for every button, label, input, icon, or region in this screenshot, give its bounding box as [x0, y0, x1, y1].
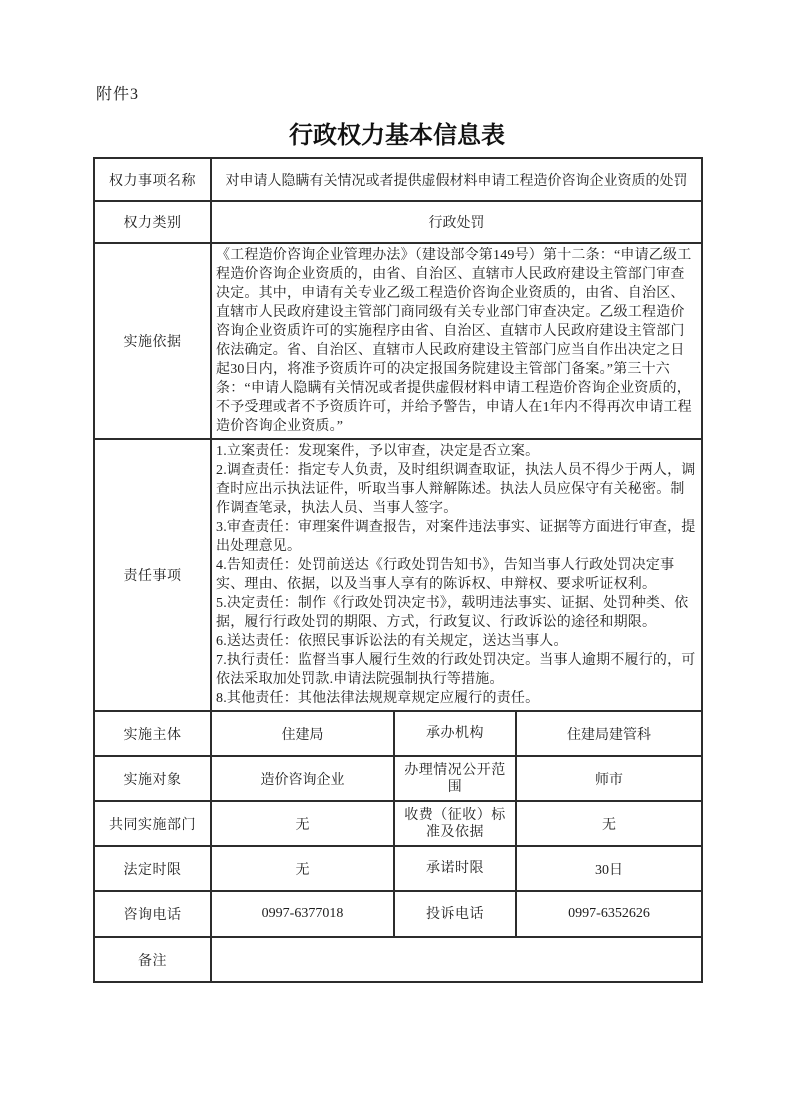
row-subject [94, 711, 702, 756]
note-value [211, 937, 702, 982]
target-value: 造价咨询企业 [211, 756, 394, 801]
item-name-value: 对申请人隐瞒有关情况或者提供虚假材料申请工程造价咨询企业资质的处罚 [211, 158, 702, 201]
row-basis [94, 243, 702, 439]
basis-label: 实施依据 [94, 243, 211, 439]
duty-item-2: 2.调查责任：指定专人负责，及时组织调查取证，执法人员不得少于两人，调查时应出示执法证件，听取当事人辩解陈述。执法人员应保守有关秘密。制作调查笔录，执法人员、当事人签字。 [216, 463, 696, 516]
page-title: 行政权力基本信息表 [289, 122, 505, 149]
category-label: 权力类别 [94, 201, 211, 243]
target-label: 实施对象 [94, 756, 211, 801]
row-category [94, 201, 702, 243]
basis-value: 《工程造价咨询企业管理办法》（建设部令第149号）第十二条：“申请乙级工程造价咨询企业资质的，由省、自治区、直辖市人民政府建设主管部门审查决定。其中，申请有关专业乙级工程造价咨询企业资质的，由省、自治区、直辖市人民政府建设主管部门商同级有关专业部门审查决定。乙级工程造价咨询企业资质许可的实施程序由省、自治区、直辖市人民政府建设主管部门依法确定。省、自治区、直辖市人民政府建设主管部门应当自作出决定之日起30日内，将准予资质许可的决定报国务院建设主管部门备案。”第三十六条：“申请人隐瞒有关情况或者提供虚假材料申请工程造价咨询企业资质的，不予受理或者不予资质许可，并给予警告，申请人在1年内不得再次申请工程造价咨询企业资质。” [211, 243, 702, 439]
duty-item-7: 7.执行责任：监督当事人履行生效的行政处罚决定。当事人逾期不履行的，可依法采取加处罚款.申请法院强制执行等措施。 [216, 653, 696, 687]
subject-label: 实施主体 [94, 711, 211, 756]
duty-item-6: 6.送达责任：依照民事诉讼法的有关规定，送达当事人。 [216, 634, 568, 649]
complaint-phone-label: 投诉电话 [394, 891, 516, 937]
legal-limit-value: 无 [211, 846, 394, 891]
consult-phone-label: 咨询电话 [94, 891, 211, 937]
row-item-name [94, 158, 702, 201]
row-target [94, 756, 702, 801]
duties-label: 责任事项 [94, 439, 211, 711]
row-duties [94, 439, 702, 711]
undertaker-label: 承办机构 [394, 711, 516, 756]
duty-item-4: 4.告知责任：处罚前送达《行政处罚告知书》，告知当事人行政处罚决定事实、理由、依据，以及当事人享有的陈诉权、申辩权、要求听证权利。 [216, 558, 675, 592]
row-note [94, 937, 702, 982]
duty-item-5: 5.决定责任：制作《行政处罚决定书》，载明违法事实、证据、处罚种类、依据，履行行政处罚的期限、方式，行政复议、行政诉讼的途径和期限。 [216, 596, 689, 630]
fee-standard-value: 无 [516, 801, 702, 846]
joint-value: 无 [211, 801, 394, 846]
subject-value: 住建局 [211, 711, 394, 756]
category-value: 行政处罚 [211, 201, 702, 243]
fee-standard-label: 收费（征收）标准及依据 [394, 801, 516, 846]
publicity-scope-value: 师市 [516, 756, 702, 801]
attachment-label: 附件3 [96, 86, 140, 103]
item-name-label: 权力事项名称 [94, 158, 211, 201]
complaint-phone-value: 0997-6352626 [516, 891, 702, 937]
duties-value [211, 439, 702, 711]
undertaker-value: 住建局建管科 [516, 711, 702, 756]
duty-item-1: 1.立案责任：发现案件，予以审查，决定是否立案。 [216, 444, 540, 459]
info-table [93, 157, 703, 983]
row-time-limit [94, 846, 702, 891]
row-joint [94, 801, 702, 846]
duty-item-8: 8.其他责任：其他法律法规规章规定应履行的责任。 [216, 691, 540, 706]
joint-label: 共同实施部门 [94, 801, 211, 846]
consult-phone-value: 0997-6377018 [211, 891, 394, 937]
publicity-scope-label: 办理情况公开范围 [394, 756, 516, 801]
note-label: 备注 [94, 937, 211, 982]
promise-limit-value: 30日 [516, 846, 702, 891]
legal-limit-label: 法定时限 [94, 846, 211, 891]
promise-limit-label: 承诺时限 [394, 846, 516, 891]
row-phone [94, 891, 702, 937]
duty-item-3: 3.审查责任：审理案件调查报告，对案件违法事实、证据等方面进行审查，提出处理意见。 [216, 520, 696, 554]
